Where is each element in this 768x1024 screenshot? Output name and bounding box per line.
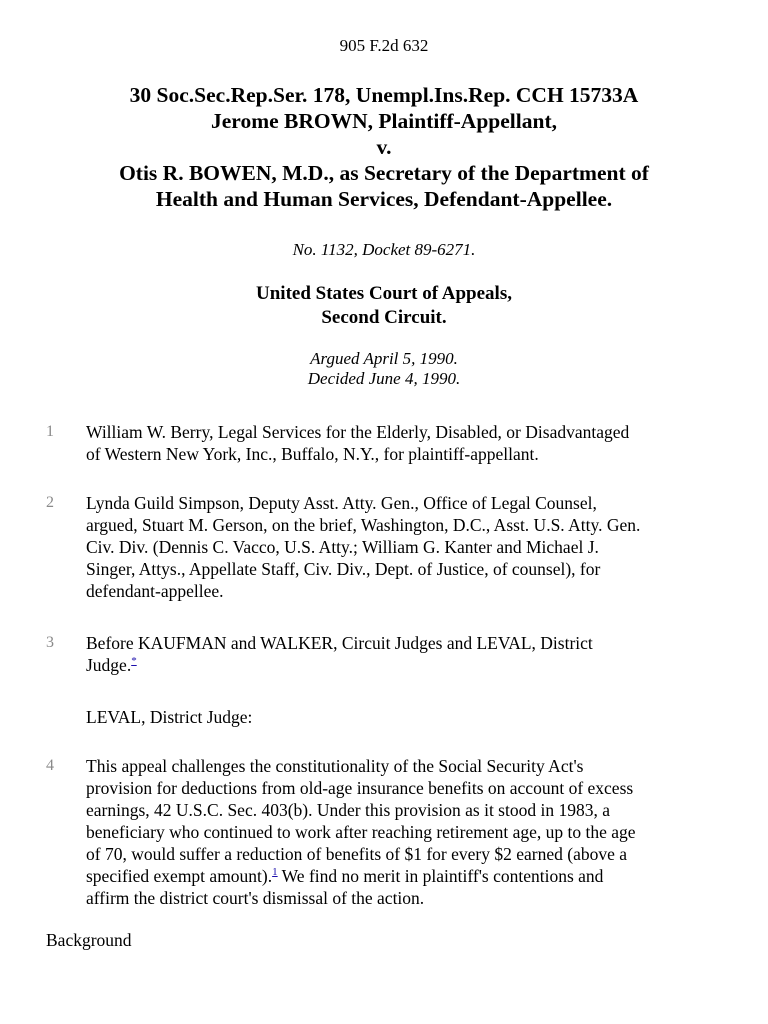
paragraph-line: earnings, 42 U.S.C. Sec. 403(b). Under this provision as it stood in 1983, a [86,800,610,820]
paragraph-line: Before KAUFMAN and WALKER, Circuit Judges and LEVAL, District [86,633,593,653]
opinion-author: LEVAL, District Judge: [86,707,253,727]
argued-date: Argued April 5, 1990. [310,349,458,368]
paragraph-line: of Western New York, Inc., Buffalo, N.Y., for plaintiff-appellant. [86,444,539,464]
paragraph-number: 4 [46,757,54,774]
paragraph-number: 2 [46,494,54,511]
paragraph-line: defendant-appellee. [86,581,224,601]
paragraph-text [86,755,736,909]
paragraph-line: Lynda Guild Simpson, Deputy Asst. Atty. Gen., Office of Legal Counsel, [86,493,597,513]
decided-date: Decided June 4, 1990. [307,369,461,388]
caption-versus: v. [376,135,392,159]
section-heading-background: Background [46,930,132,950]
paragraph-number: 1 [46,423,54,440]
case-citation: 905 F.2d 632 [339,36,429,55]
footnote-link-1[interactable]: 1 [272,866,278,878]
paragraph-line: of 70, would suffer a reduction of benefits of $1 for every $2 earned (above a [86,844,628,864]
docket-number: No. 1132, Docket 89-6271. [292,240,476,259]
paragraph-number: 3 [46,634,54,651]
case-dates [0,349,768,389]
footnote-link-star[interactable]: * [131,655,137,667]
caption-appellee-line1: Otis R. BOWEN, M.D., as Secretary of the Department of [119,161,649,185]
paragraph-line: beneficiary who continued to work after reaching retirement age, up to the age [86,822,636,842]
paragraph-line: This appeal challenges the constitutionality of the Social Security Act's [86,756,584,776]
paragraph-line: provision for deductions from old-age insurance benefits on account of excess [86,778,634,798]
paragraph-text [86,632,736,676]
paragraph-text [86,421,736,465]
paragraph-line: Civ. Div. (Dennis C. Vacco, U.S. Atty.; William G. Kanter and Michael J. [86,537,599,557]
caption-appellant: Jerome BROWN, Plaintiff-Appellant, [211,109,557,133]
paragraph-line-text: Judge. [86,655,132,675]
paragraph-line [86,654,736,676]
paragraph-line-text: We find no merit in plaintiff's contentions and [277,866,604,886]
paragraph-text [86,492,736,602]
caption-appellee-line2: Health and Human Services, Defendant-Appellee. [155,187,613,211]
paragraph-line: William W. Berry, Legal Services for the Elderly, Disabled, or Disadvantaged [86,422,630,442]
caption-reporter-line: 30 Soc.Sec.Rep.Ser. 178, Unempl.Ins.Rep. CCH 15733A [129,83,639,107]
case-caption [40,82,728,212]
paragraph-line-text: specified exempt amount). [86,866,273,886]
court-name-line2: Second Circuit. [321,307,447,328]
paragraph-line: argued, Stuart M. Gerson, on the brief, Washington, D.C., Asst. U.S. Atty. Gen. [86,515,641,535]
paragraph-line: affirm the district court's dismissal of the action. [86,888,425,908]
court-name-line1: United States Court of Appeals, [256,283,512,304]
paragraph-line [86,865,736,887]
court-name [0,282,768,330]
paragraph-line: Singer, Attys., Appellate Staff, Civ. Div., Dept. of Justice, of counsel), for [86,559,601,579]
